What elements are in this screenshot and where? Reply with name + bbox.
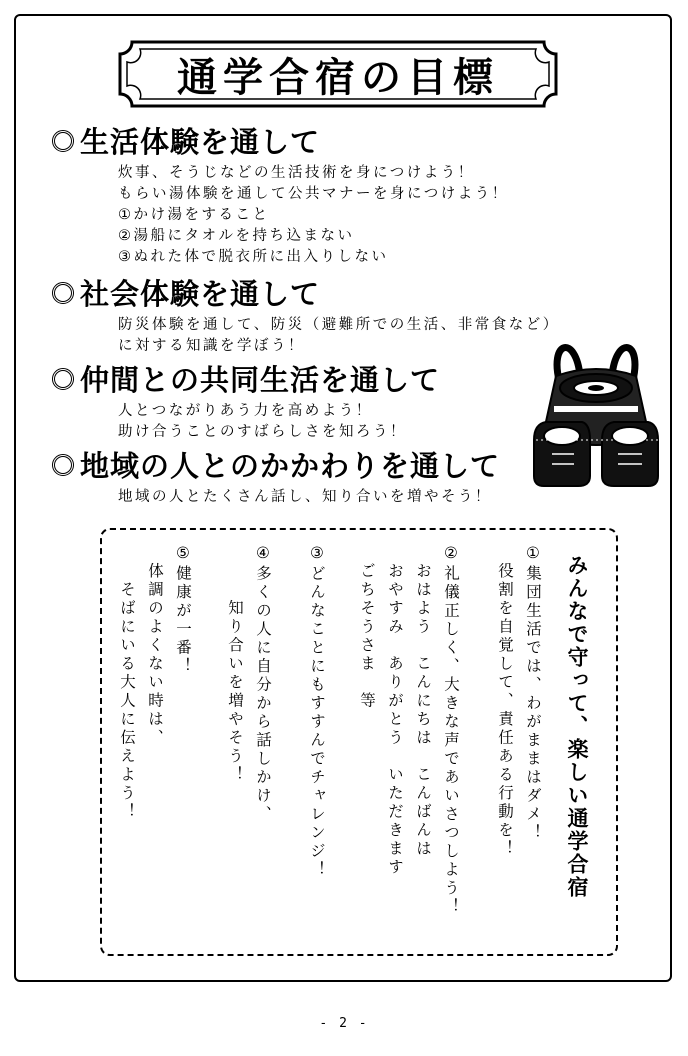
body-line: ③ぬれた体で脱衣所に出入りしない xyxy=(118,249,389,265)
body-line: 炊事、そうじなどの生活技術を身につけよう！ xyxy=(118,165,475,181)
section-community xyxy=(52,444,500,508)
body-line: ②湯船にタオルを持ち込まない xyxy=(118,228,355,244)
section-heading-text: 生活体験を通して xyxy=(80,125,321,159)
rule-line: ④多くの人に自分から話しかけ、 xyxy=(254,544,272,824)
section-heading xyxy=(52,358,440,399)
bag-icon xyxy=(526,336,666,490)
section-heading-text: 仲間との共同生活を通して xyxy=(80,363,441,397)
rule-line: 体調のよくない時は、 xyxy=(146,544,164,748)
body-line: もらい湯体験を通して公共マナーを身につけよう！ xyxy=(118,186,509,202)
double-circle-icon xyxy=(52,282,74,304)
section-heading xyxy=(52,120,509,161)
double-circle-icon xyxy=(52,454,74,476)
body-line: 地域の人とたくさん話し、知り合いを増やそう！ xyxy=(118,489,492,505)
section-heading-text: 社会体験を通して xyxy=(80,277,321,311)
section-body xyxy=(118,315,560,357)
section-body xyxy=(118,401,440,443)
section-group-living xyxy=(52,358,440,443)
rule-line: ①集団生活では、わがままはダメ！ xyxy=(524,544,542,843)
section-heading xyxy=(52,272,560,313)
body-line: に対する知識を学ぼう！ xyxy=(118,338,305,354)
double-circle-icon xyxy=(52,368,74,390)
rule-line: 知り合いを増やそう！ xyxy=(226,544,244,785)
section-body xyxy=(118,487,500,508)
rule-line: ③どんなことにもすすんでチャレンジ！ xyxy=(308,544,326,880)
body-line: 防災体験を通して、防災（避難所での生活、非常食など） xyxy=(118,317,560,333)
body-line: 人とつながりあう力を高めよう！ xyxy=(118,403,373,419)
body-line: ①かけ湯をすること xyxy=(118,207,270,223)
section-heading-text: 地域の人とのかかわりを通して xyxy=(80,449,501,483)
section-body xyxy=(118,163,509,268)
rules-box xyxy=(100,528,618,956)
section-social-experience xyxy=(52,272,560,357)
rule-line: 役割を自覚して、責任ある行動を！ xyxy=(496,544,514,859)
section-heading xyxy=(52,444,500,485)
page-number: - 2 - xyxy=(319,1016,369,1031)
title-plaque xyxy=(118,40,558,108)
rule-line: おやすみ ありがとう いただきます xyxy=(386,544,404,877)
double-circle-icon xyxy=(52,130,74,152)
rule-line: ⑤健康が一番！ xyxy=(174,544,192,676)
rules-heading: みんなで守って、楽しい通学合宿 xyxy=(565,554,589,899)
rule-line: そばにいる大人に伝えよう！ xyxy=(118,544,136,822)
rule-line: ごちそうさま 等 xyxy=(358,544,376,711)
body-line: 助け合うことのすばらしさを知ろう！ xyxy=(118,424,407,440)
rule-line: おはよう こんにちは こんばんは xyxy=(414,544,432,859)
rule-line: ②礼儀正しく、大きな声であいさつしよう！ xyxy=(442,544,460,917)
section-life-experience xyxy=(52,120,509,268)
page-title: 通学合宿の目標 xyxy=(177,54,499,101)
